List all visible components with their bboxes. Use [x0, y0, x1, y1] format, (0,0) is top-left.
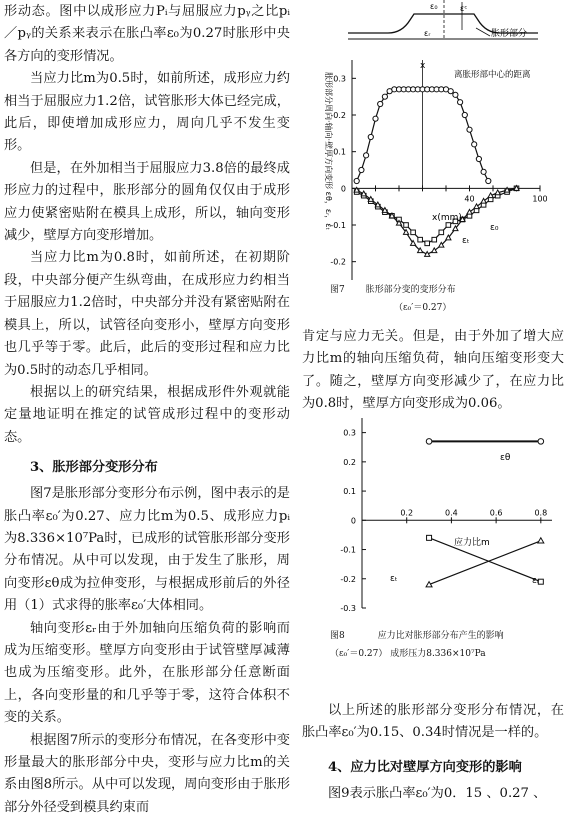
figure-8-caption — [330, 630, 504, 642]
data-point — [426, 439, 432, 445]
figure-7-caption — [330, 284, 456, 296]
right-paragraph-3: 图9表示胀凸率ε₀′为0．15 、0.27 、 — [328, 785, 547, 801]
figure-8 — [302, 408, 564, 670]
data-point — [425, 252, 430, 257]
data-point — [486, 178, 491, 183]
y-tick-label: -0.1 — [330, 221, 346, 230]
figure-7-caption-label: 图7 — [330, 285, 345, 295]
y-tick-label: 0.1 — [343, 487, 356, 497]
figure-7-xlabel: x(mm) — [432, 213, 462, 223]
x-tick-label: 0.8 — [534, 508, 548, 518]
data-point — [432, 237, 437, 242]
label-et-fig8: εₜ — [390, 574, 398, 584]
left-paragraph-4: 当应力比m为0.8时，如前所述，在初期阶段，中央部分便产生纵弯曲，在成形应力约相当于屈服应力1.2倍时，中央部分并没有紧密贴附在模具上，所以，试管径向变形小，壁厚方向变形也几乎等于零。此后，此后的变形过程和应力比为0.5时的动态几乎相同。 — [4, 250, 290, 378]
right-column-top — [302, 326, 564, 416]
data-point — [354, 178, 359, 183]
right-column-bottom — [302, 700, 564, 805]
data-point — [378, 101, 383, 106]
figure-8-xlabel: 应力比m — [454, 538, 490, 548]
data-point — [467, 127, 472, 132]
x-tick-label: 100 — [532, 194, 548, 204]
left-paragraph-3: 但是，在外加相当于屈服应力3.8倍的最终成形应力的过程中，胀形部分的圆角仅仅由于成形应力使紧密贴附在模具上成形，所以，轴向变形减少，壁厚方向变形增加。 — [4, 160, 290, 244]
right-paragraph-2: 以上所述的胀形部分变形分布情况，在胀凸率ε₀′为0.15、0.34时情况是一样的。 — [302, 703, 564, 741]
data-point — [538, 439, 544, 445]
y-tick-label: 0.3 — [333, 74, 346, 84]
figure-8-caption-text: 应力比对胀形部分布产生的影响 — [377, 631, 504, 641]
figure-7 — [302, 0, 564, 325]
label-et-curve: εₜ — [462, 236, 470, 246]
data-point — [425, 241, 430, 246]
left-paragraph-8: 根据图7所示的变形分布情况，在各变形中变形量最大的胀形部分中央，变形与应力比m的关系由图8所示。从中可以发现，周向变形由于胀形部分外径受到模具约束而 — [4, 732, 290, 815]
data-point — [453, 92, 458, 97]
data-point — [364, 153, 369, 158]
data-point — [481, 169, 486, 174]
data-point — [488, 193, 493, 198]
label-e0-curve: ε₀ — [490, 223, 499, 233]
y-tick-label: 0.2 — [343, 457, 356, 467]
section-4-heading: 4、应力比对壁厚方向变形的影响 — [328, 759, 522, 775]
data-point — [361, 191, 366, 196]
figure-7-caption-param: （ε₀′＝0.27） — [394, 303, 452, 313]
data-point — [462, 112, 467, 117]
figure-7-caption-text: 胀形部分变的变形分布 — [365, 285, 456, 295]
label-e0-top: ε₀ — [430, 2, 438, 11]
figure-8-series — [426, 439, 544, 587]
x-tick-label: 0.6 — [489, 508, 503, 518]
data-point — [495, 190, 500, 195]
data-point — [458, 100, 463, 105]
label-ez-top: εᵣ — [424, 29, 431, 38]
data-point — [373, 116, 378, 121]
data-point — [404, 223, 409, 228]
figure-7-chart — [302, 0, 564, 300]
data-point — [418, 237, 423, 242]
left-paragraph-1: 形动态。图中以成形应力Pᵢ与屈服应力pᵧ之比pᵢ／pᵧ的关系来表示在胀凸率ε₀为0.27时胀形中央各方向的变形情况。 — [4, 4, 290, 64]
label-ec-top: εᶜ — [460, 4, 468, 13]
figure-8-chart — [302, 408, 564, 630]
left-paragraph-5: 根据以上的研究结果，根据成形件外观就能定量地证明在推定的试管成形过程中的变形动态。 — [4, 384, 290, 445]
section-3-heading: 3、胀形部分变形分布 — [30, 460, 158, 476]
label-etheta-fig8: εθ — [500, 453, 511, 463]
legend-leader-line — [476, 28, 490, 36]
data-point — [538, 538, 544, 543]
y-tick-label: -0.2 — [340, 574, 356, 584]
data-point — [439, 230, 444, 235]
y-tick-label: -0.3 — [340, 604, 356, 613]
data-point — [476, 156, 481, 161]
legend-distance-label: 离胀形部中心的距离 — [454, 70, 531, 80]
x-axis-mark: x — [420, 61, 426, 71]
y-tick-label: 0 — [350, 516, 356, 526]
y-tick-label: -0.2 — [330, 257, 346, 267]
y-tick-label: 0 — [340, 184, 346, 194]
legend-bulge-label: 胀形部分 — [491, 29, 528, 39]
left-paragraph-2: 当应力比m为0.5时，如前所述，成形应力约相当于屈服应力1.2倍，试管胀形大体已经完成，此后，即使增加成形应力，周向几乎不发生变形。 — [4, 71, 290, 154]
left-column — [4, 0, 290, 819]
y-tick-label: 0.3 — [343, 428, 356, 438]
data-point — [359, 167, 364, 172]
data-point — [411, 230, 416, 235]
left-paragraph-6: 图7是胀形部分变形分布示例，图中表示的是胀凸率ε₀′为0.27、应力比m为0.5、成形应力pᵢ为8.336×10⁷Pa时，已成形的试管胀形部分变形分布情况。从中可以发现，由于发生了胀形，周向变形εθ成为拉伸变形，与根据成形前后的外径用（1）式求得的胀率ε₀′大体相同。 — [4, 486, 290, 614]
y-tick-label: 0.2 — [333, 111, 346, 120]
y-tick-label: -0.1 — [340, 545, 356, 555]
figure-8-caption-label: 图8 — [330, 631, 345, 641]
figure-8-caption-param: （ε₀′＝0.27） 成形压力8.336×10⁷Pa — [330, 649, 486, 659]
x-tick-label: 40 — [464, 194, 475, 204]
y-tick-label: 0.1 — [333, 147, 346, 157]
data-point — [472, 142, 477, 147]
figure-8-axes — [340, 418, 552, 613]
data-point — [427, 535, 432, 540]
figure-7-ylabel: 胀形部分周向·轴向·壁厚方向变形 εθ，εᵣ，εₜ — [324, 72, 333, 230]
data-point — [446, 223, 451, 228]
data-point — [448, 89, 453, 94]
label-ez-fig8: εᵣ — [532, 576, 540, 586]
right-paragraph-1: 肯定与应力无关。但是，由于外加了增大应力比m的轴向压缩负荷，轴向压缩变形变大了。随之，壁厚方向变形减少了，在应力比为0.8时，壁厚方向变形成为0.06。 — [302, 329, 564, 412]
x-tick-label: 0.2 — [400, 508, 414, 518]
data-point — [382, 94, 387, 99]
data-point — [368, 134, 373, 139]
left-paragraph-7: 轴向变形εᵣ由于外加轴向压缩负荷的影响而成为压缩变形。壁厚方向变形由于试管壁厚减薄也成为压缩变形。此外，在胀形部分任意断面上，各向变形量的和几乎等于零，这符合体积不变的关系。 — [4, 620, 290, 726]
x-tick-label: 0.4 — [445, 508, 458, 518]
